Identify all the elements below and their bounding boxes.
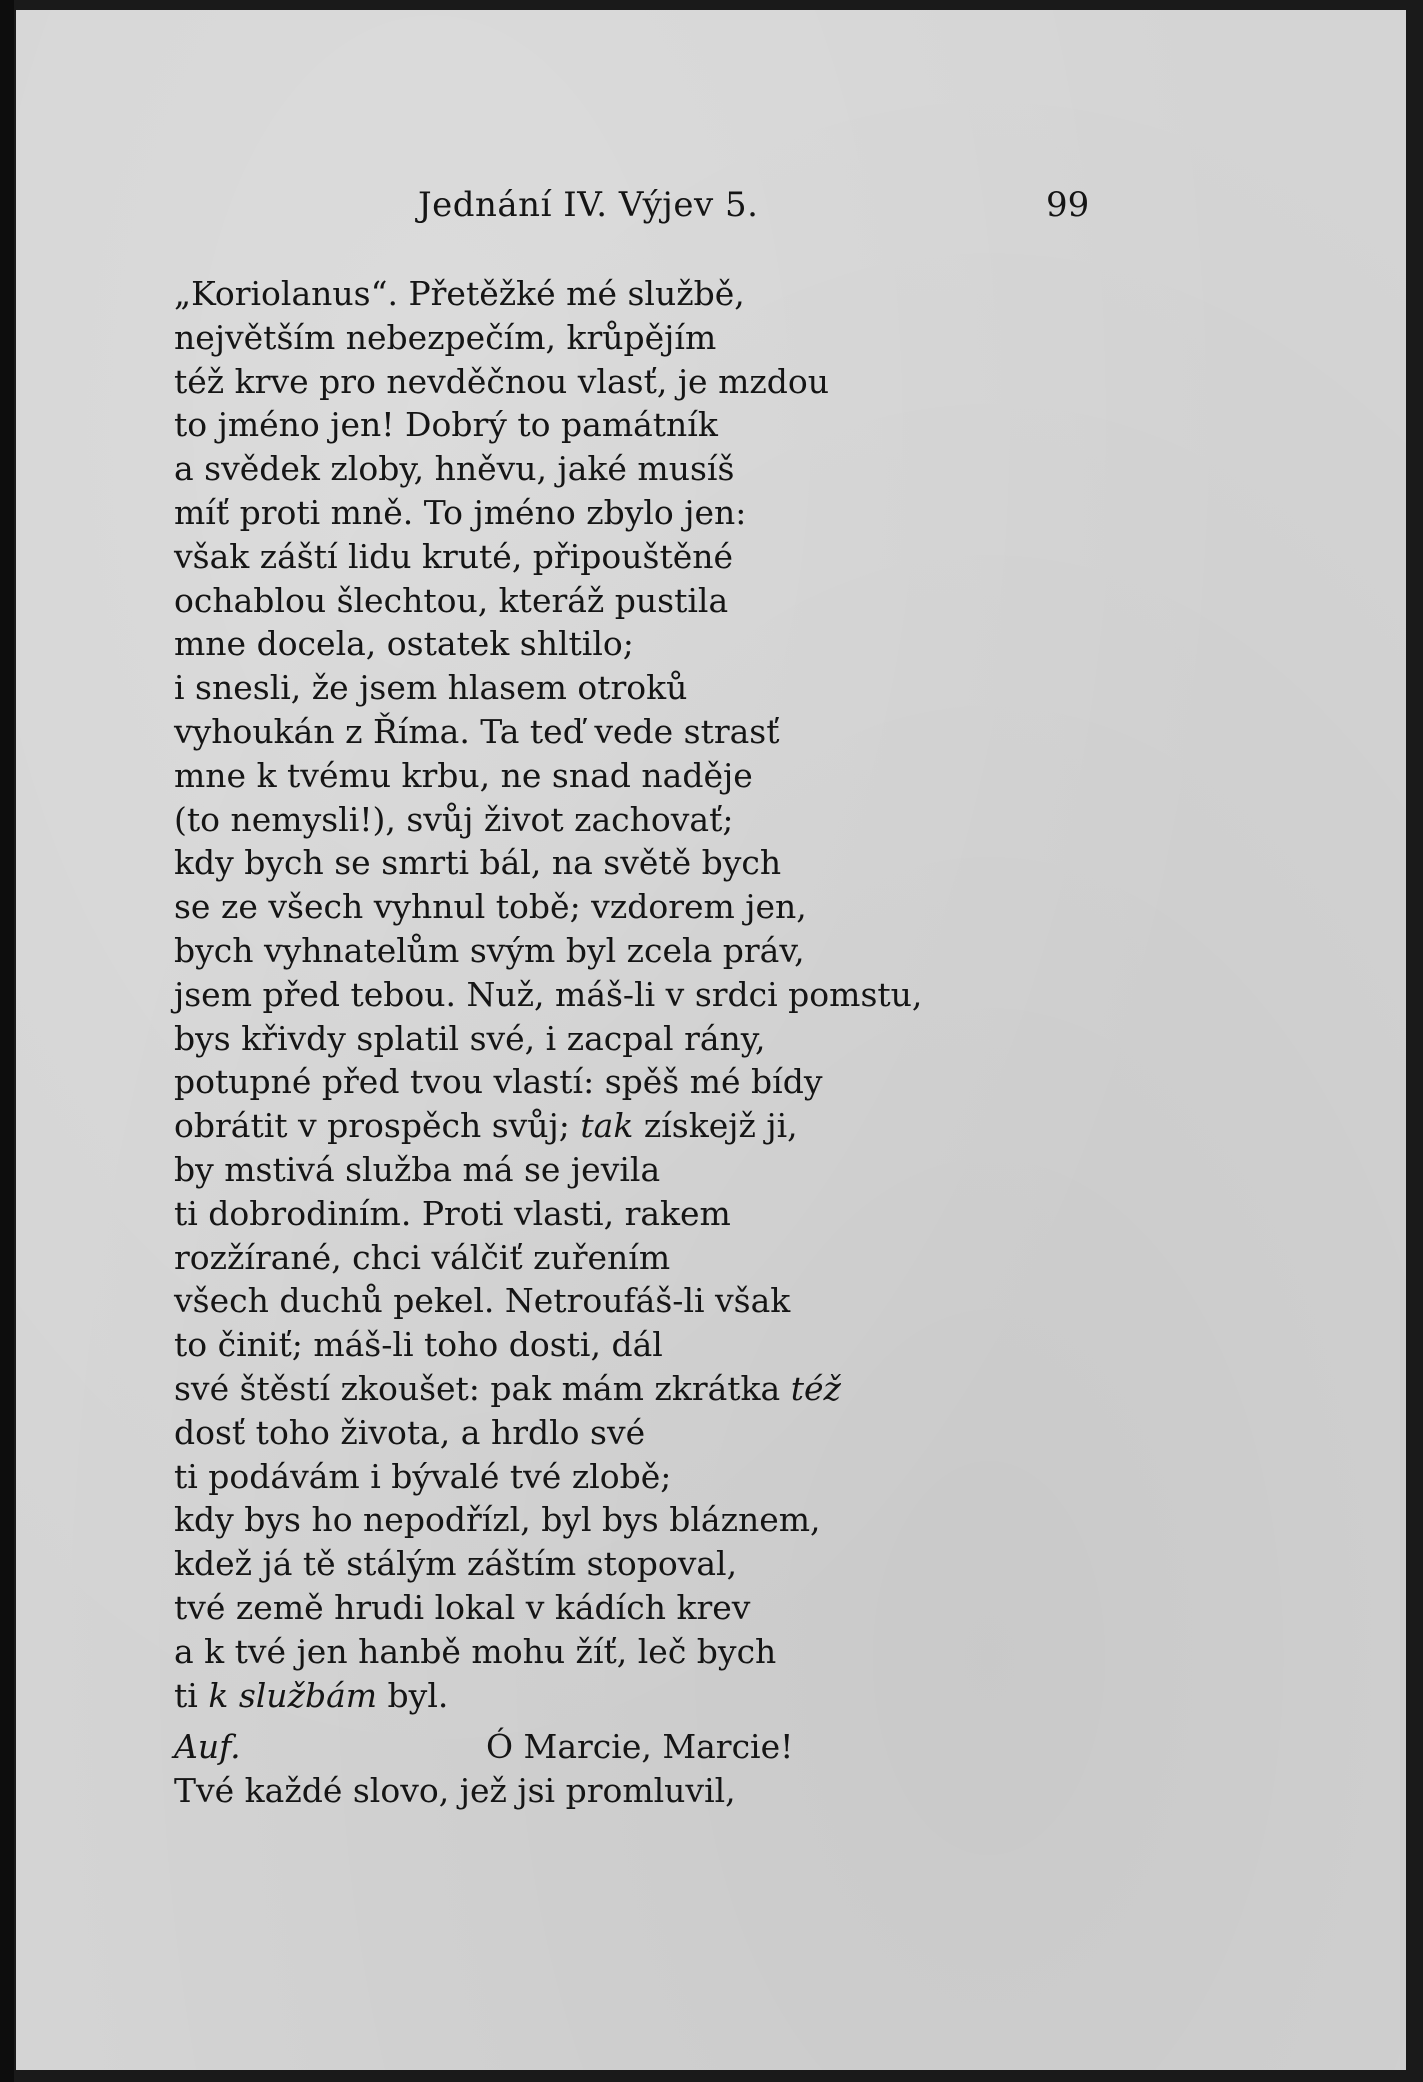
verse-line: jsem před tebou. Nuž, máš-li v srdci pomstu, — [174, 974, 923, 1014]
verse-line: kdy bych se smrti bál, na světě bych — [174, 843, 782, 883]
verse-line: to jméno jen! Dobrý to památník — [174, 405, 718, 445]
verse-line: mne docela, ostatek shltilo; — [174, 624, 634, 664]
emphasis-word: k službám — [208, 1675, 378, 1715]
verse-line: by mstivá služba má se jevila — [174, 1149, 661, 1189]
speaker-name: Auf. — [174, 1727, 241, 1767]
verse-line: kdy bys ho nepodřízl, byl bys bláznem, — [174, 1500, 821, 1540]
verse-line: (to nemysli!), svůj život zachovať; — [174, 799, 734, 839]
verse-text: byl. — [387, 1675, 449, 1715]
verse-line: a k tvé jen hanbě mohu žíť, leč bych — [174, 1631, 777, 1671]
page-number: 99 — [1046, 185, 1090, 225]
verse-text: získejž ji, — [643, 1106, 798, 1146]
verse-line: rozžírané, chci válčiť zuřením — [174, 1237, 671, 1277]
speech-line: Tvé každé slovo, jež jsi promluvil, — [174, 1771, 736, 1811]
speech-line — [174, 1725, 922, 1769]
verse-line: potupné před tvou vlastí: spěš mé bídy — [174, 1062, 823, 1102]
verse-line: to činiť; máš-li toho dosti, dál — [174, 1325, 663, 1365]
verse-line: dosť toho života, a hrdlo své — [174, 1412, 646, 1452]
verse-line: bys křivdy splatil své, i zacpal rány, — [174, 1018, 766, 1058]
verse-line — [174, 1674, 922, 1718]
verse-line: ti dobrodiním. Proti vlasti, rakem — [174, 1193, 731, 1233]
emphasis-word: tak — [580, 1106, 634, 1146]
verse-line: vyhoukán z Říma. Ta teď vede strasť — [174, 711, 780, 751]
book-page — [16, 10, 1406, 2070]
verse-line: a svědek zloby, hněvu, jaké musíš — [174, 449, 735, 489]
verse-line: též krve pro nevděčnou vlasť, je mzdou — [174, 361, 830, 401]
verse-line: se ze všech vyhnul tobě; vzdorem jen, — [174, 887, 807, 927]
verse-line: bych vyhnatelům svým byl zcela práv, — [174, 930, 805, 970]
verse-line: největším nebezpečím, krůpějím — [174, 317, 717, 357]
verse-text: své štěstí zkoušet: pak mám zkrátka — [174, 1368, 781, 1408]
verse-line: míť proti mně. To jméno zbylo jen: — [174, 492, 747, 532]
verse-text: obrátit v prospěch svůj; — [174, 1106, 570, 1146]
verse-line — [174, 1104, 922, 1148]
page-left-edge — [0, 0, 14, 2082]
verse-line: ti podávám i bývalé tvé zlobě; — [174, 1456, 672, 1496]
verse-line: tvé země hrudi lokal v kádích krev — [174, 1587, 751, 1627]
verse-line: mne k tvému krbu, ne snad naděje — [174, 755, 753, 795]
verse-line: všech duchů pekel. Netroufáš-li však — [174, 1281, 791, 1321]
verse-line: „Koriolanus“. Přetěžké mé službě, — [174, 274, 745, 313]
page-header — [16, 185, 1406, 235]
verse-line: i snesli, že jsem hlasem otroků — [174, 668, 688, 708]
verse-line — [174, 1367, 922, 1411]
running-title: Jednání IV. Výjev 5. — [418, 185, 759, 225]
verse-text: ti — [174, 1675, 198, 1715]
verse-line: však záští lidu kruté, připouštěné — [174, 536, 734, 576]
speech-text: Ó Marcie, Marcie! — [486, 1727, 794, 1767]
verse-block — [174, 272, 922, 1813]
emphasis-word: též — [790, 1368, 841, 1408]
verse-line: ochablou šlechtou, kteráž pustila — [174, 580, 729, 620]
verse-line: kdež já tě stálým záštím stopoval, — [174, 1544, 738, 1584]
